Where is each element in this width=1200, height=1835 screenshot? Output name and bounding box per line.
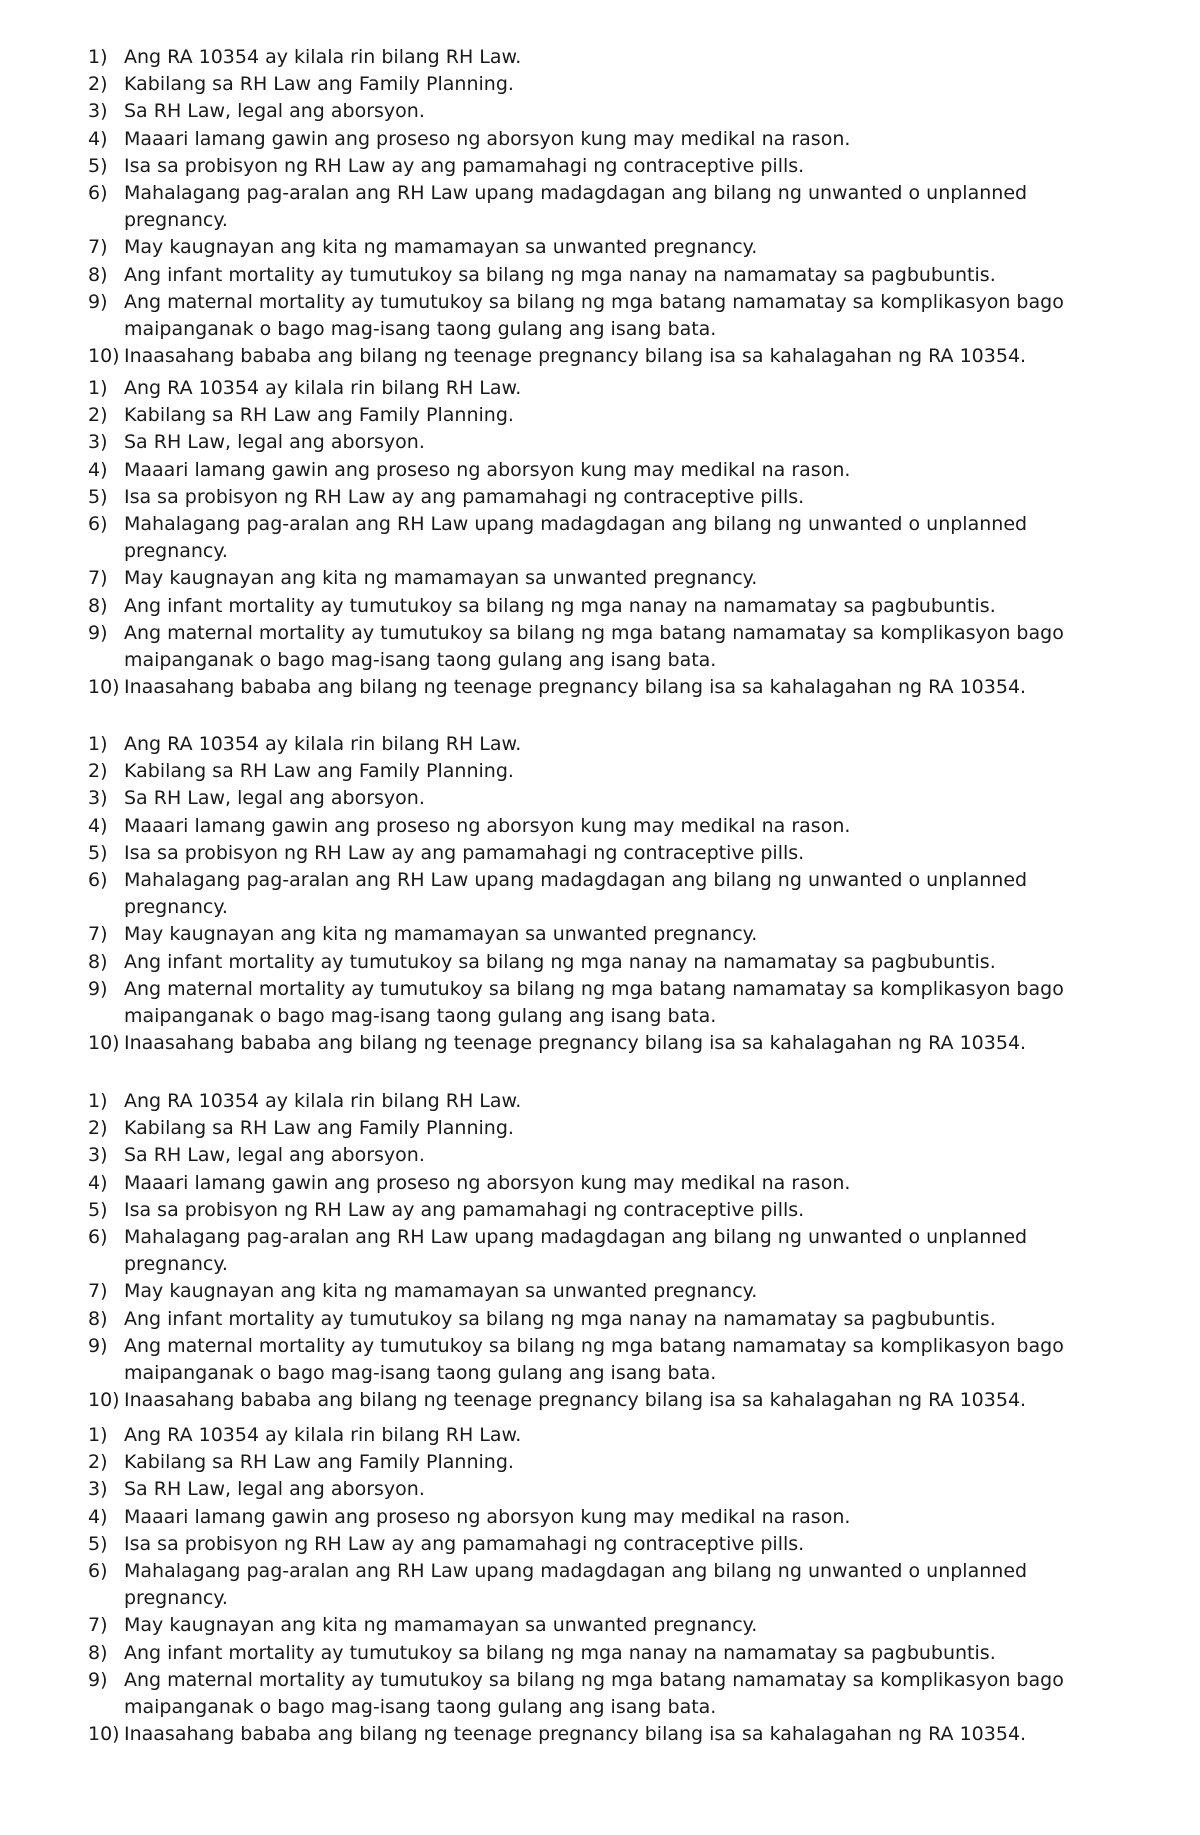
item-number: 6): [88, 1226, 108, 1249]
list-item: [88, 758, 1148, 785]
item-number: 5): [88, 1532, 108, 1555]
statement-list-1: [88, 44, 1148, 370]
list-item: [88, 976, 1148, 1030]
item-text: Inaasahang bababa ang bilang ng teenage pregnancy bilang isa sa kahalagahan ng RA 10354.: [124, 676, 1027, 699]
statement-list-2: [88, 375, 1148, 701]
item-number: 7): [88, 1280, 108, 1303]
item-text: Kabilang sa RH Law ang Family Planning.: [124, 760, 514, 783]
item-text: Kabilang sa RH Law ang Family Planning.: [124, 1451, 514, 1474]
list-item: [88, 126, 1148, 153]
list-item: [88, 44, 1148, 71]
item-text: Isa sa probisyon ng RH Law ay ang pamamahagi ng contraceptive pills.: [124, 485, 805, 508]
item-number: 9): [88, 621, 108, 644]
statement-list-3: [88, 731, 1148, 1057]
list-item: [88, 1142, 1148, 1169]
list-item: [88, 1306, 1148, 1333]
statement-list-5: [88, 1422, 1148, 1748]
item-text: Isa sa probisyon ng RH Law ay ang pamamahagi ng contraceptive pills.: [124, 841, 805, 864]
list-item: [88, 813, 1148, 840]
item-number: 10): [88, 1032, 120, 1055]
item-number: 2): [88, 404, 108, 427]
item-text: Ang infant mortality ay tumutukoy sa bilang ng mga nanay na namamatay sa pagbubuntis.: [124, 1307, 996, 1330]
item-number: 10): [88, 1389, 120, 1412]
item-text: Mahalagang pag-aralan ang RH Law upang madagdagan ang bilang ng unwanted o unplanned pregnancy.: [124, 513, 1028, 563]
list-item: [88, 1504, 1148, 1531]
item-number: 7): [88, 567, 108, 590]
item-number: 9): [88, 290, 108, 313]
item-text: Kabilang sa RH Law ang Family Planning.: [124, 73, 514, 96]
list-item: [88, 867, 1148, 921]
list-item: [88, 1558, 1148, 1612]
item-number: 2): [88, 1117, 108, 1140]
list-item: [88, 1721, 1148, 1748]
item-text: Mahalagang pag-aralan ang RH Law upang madagdagan ang bilang ng unwanted o unplanned pregnancy.: [124, 1226, 1028, 1276]
item-number: 1): [88, 1090, 108, 1112]
list-item: [88, 429, 1148, 456]
item-number: 3): [88, 787, 108, 810]
list-item: [88, 1197, 1148, 1224]
item-text: Ang maternal mortality ay tumutukoy sa bilang ng mga batang namamatay sa komplikasyon bago maipanganak o bago mag-isang taong gulang ang isang bata.: [124, 1668, 1064, 1719]
item-number: 1): [88, 1424, 108, 1446]
list-item: [88, 1278, 1148, 1305]
list-item: [88, 1170, 1148, 1197]
item-number: 6): [88, 182, 108, 205]
list-item: [88, 289, 1148, 343]
item-text: Mahalagang pag-aralan ang RH Law upang madagdagan ang bilang ng unwanted o unplanned pregnancy.: [124, 869, 1028, 919]
item-number: 1): [88, 377, 108, 399]
item-number: 2): [88, 1451, 108, 1474]
item-number: 3): [88, 1144, 108, 1167]
item-number: 4): [88, 1171, 108, 1194]
list-item: [88, 98, 1148, 125]
item-number: 9): [88, 977, 108, 1000]
item-number: 5): [88, 1198, 108, 1221]
item-text: Ang RA 10354 ay kilala rin bilang RH Law.: [124, 377, 522, 399]
item-text: Ang RA 10354 ay kilala rin bilang RH Law.: [124, 733, 522, 755]
item-text: Ang RA 10354 ay kilala rin bilang RH Law.: [124, 1424, 522, 1446]
item-text: Mahalagang pag-aralan ang RH Law upang madagdagan ang bilang ng unwanted o unplanned pregnancy.: [124, 1560, 1028, 1610]
list-item: [88, 1115, 1148, 1142]
item-text: Ang maternal mortality ay tumutukoy sa bilang ng mga batang namamatay sa komplikasyon bago maipanganak o bago mag-isang taong gulang ang isang bata.: [124, 290, 1064, 341]
item-text: Ang RA 10354 ay kilala rin bilang RH Law.: [124, 46, 522, 68]
list-item: [88, 1640, 1148, 1667]
item-text: May kaugnayan ang kita ng mamamayan sa unwanted pregnancy.: [124, 1614, 758, 1637]
item-text: Ang infant mortality ay tumutukoy sa bilang ng mga nanay na namamatay sa pagbubuntis.: [124, 263, 996, 286]
item-number: 4): [88, 127, 108, 150]
item-text: May kaugnayan ang kita ng mamamayan sa unwanted pregnancy.: [124, 236, 758, 259]
item-number: 6): [88, 1560, 108, 1583]
list-item: [88, 731, 1148, 758]
item-number: 9): [88, 1668, 108, 1691]
item-text: Ang RA 10354 ay kilala rin bilang RH Law.: [124, 1090, 522, 1112]
item-number: 4): [88, 458, 108, 481]
item-number: 7): [88, 236, 108, 259]
item-number: 8): [88, 950, 108, 973]
item-text: Isa sa probisyon ng RH Law ay ang pamamahagi ng contraceptive pills.: [124, 154, 805, 177]
list-item: [88, 1422, 1148, 1449]
item-number: 10): [88, 676, 120, 699]
item-text: Ang maternal mortality ay tumutukoy sa bilang ng mga batang namamatay sa komplikasyon bago maipanganak o bago mag-isang taong gulang ang isang bata.: [124, 1334, 1064, 1385]
list-item: [88, 1030, 1148, 1057]
item-text: May kaugnayan ang kita ng mamamayan sa unwanted pregnancy.: [124, 1280, 758, 1303]
list-item: [88, 1088, 1148, 1115]
item-text: Kabilang sa RH Law ang Family Planning.: [124, 1117, 514, 1140]
item-text: Kabilang sa RH Law ang Family Planning.: [124, 404, 514, 427]
item-number: 5): [88, 154, 108, 177]
item-number: 1): [88, 46, 108, 68]
item-number: 8): [88, 263, 108, 286]
item-text: Ang infant mortality ay tumutukoy sa bilang ng mga nanay na namamatay sa pagbubuntis.: [124, 950, 996, 973]
list-item: [88, 785, 1148, 812]
item-number: 10): [88, 1723, 120, 1746]
item-number: 3): [88, 100, 108, 123]
item-text: Maaari lamang gawin ang proseso ng aborsyon kung may medikal na rason.: [124, 127, 851, 150]
item-text: May kaugnayan ang kita ng mamamayan sa unwanted pregnancy.: [124, 923, 758, 946]
item-text: Ang infant mortality ay tumutukoy sa bilang ng mga nanay na namamatay sa pagbubuntis.: [124, 594, 996, 617]
item-text: Mahalagang pag-aralan ang RH Law upang madagdagan ang bilang ng unwanted o unplanned pregnancy.: [124, 182, 1028, 232]
item-number: 8): [88, 1641, 108, 1664]
item-text: Ang infant mortality ay tumutukoy sa bilang ng mga nanay na namamatay sa pagbubuntis.: [124, 1641, 996, 1664]
item-number: 10): [88, 345, 120, 368]
item-text: Isa sa probisyon ng RH Law ay ang pamamahagi ng contraceptive pills.: [124, 1198, 805, 1221]
list-item: [88, 674, 1148, 701]
statement-list-4: [88, 1088, 1148, 1414]
item-number: 3): [88, 1478, 108, 1501]
list-item: [88, 484, 1148, 511]
item-number: 4): [88, 814, 108, 837]
list-item: [88, 375, 1148, 402]
item-text: Sa RH Law, legal ang aborsyon.: [124, 100, 425, 123]
list-item: [88, 402, 1148, 429]
list-item: [88, 343, 1148, 370]
item-number: 7): [88, 923, 108, 946]
list-item: [88, 949, 1148, 976]
item-number: 4): [88, 1505, 108, 1528]
item-text: Inaasahang bababa ang bilang ng teenage pregnancy bilang isa sa kahalagahan ng RA 10354.: [124, 1032, 1027, 1055]
list-item: [88, 620, 1148, 674]
item-number: 8): [88, 1307, 108, 1330]
item-number: 6): [88, 513, 108, 536]
item-number: 8): [88, 594, 108, 617]
item-text: Maaari lamang gawin ang proseso ng aborsyon kung may medikal na rason.: [124, 814, 851, 837]
list-item: [88, 1333, 1148, 1387]
list-item: [88, 565, 1148, 592]
item-number: 5): [88, 485, 108, 508]
list-item: [88, 593, 1148, 620]
item-text: Inaasahang bababa ang bilang ng teenage pregnancy bilang isa sa kahalagahan ng RA 10354.: [124, 1723, 1027, 1746]
item-text: Sa RH Law, legal ang aborsyon.: [124, 1144, 425, 1167]
item-text: May kaugnayan ang kita ng mamamayan sa unwanted pregnancy.: [124, 567, 758, 590]
item-number: 7): [88, 1614, 108, 1637]
item-text: Maaari lamang gawin ang proseso ng aborsyon kung may medikal na rason.: [124, 1171, 851, 1194]
item-number: 2): [88, 73, 108, 96]
item-number: 5): [88, 841, 108, 864]
list-item: [88, 1476, 1148, 1503]
item-number: 6): [88, 869, 108, 892]
list-item: [88, 1387, 1148, 1414]
list-item: [88, 840, 1148, 867]
list-item: [88, 1224, 1148, 1278]
list-item: [88, 1531, 1148, 1558]
list-item: [88, 1612, 1148, 1639]
item-text: Maaari lamang gawin ang proseso ng aborsyon kung may medikal na rason.: [124, 458, 851, 481]
list-item: [88, 1667, 1148, 1721]
item-number: 2): [88, 760, 108, 783]
list-item: [88, 1449, 1148, 1476]
list-item: [88, 180, 1148, 234]
list-item: [88, 511, 1148, 565]
list-item: [88, 921, 1148, 948]
item-text: Sa RH Law, legal ang aborsyon.: [124, 787, 425, 810]
item-number: 9): [88, 1334, 108, 1357]
item-text: Ang maternal mortality ay tumutukoy sa bilang ng mga batang namamatay sa komplikasyon bago maipanganak o bago mag-isang taong gulang ang isang bata.: [124, 621, 1064, 672]
item-text: Inaasahang bababa ang bilang ng teenage pregnancy bilang isa sa kahalagahan ng RA 10354.: [124, 1389, 1027, 1412]
item-text: Isa sa probisyon ng RH Law ay ang pamamahagi ng contraceptive pills.: [124, 1532, 805, 1555]
item-text: Maaari lamang gawin ang proseso ng aborsyon kung may medikal na rason.: [124, 1505, 851, 1528]
item-number: 1): [88, 733, 108, 755]
list-item: [88, 71, 1148, 98]
item-number: 3): [88, 431, 108, 454]
item-text: Sa RH Law, legal ang aborsyon.: [124, 1478, 425, 1501]
item-text: Ang maternal mortality ay tumutukoy sa bilang ng mga batang namamatay sa komplikasyon bago maipanganak o bago mag-isang taong gulang ang isang bata.: [124, 977, 1064, 1028]
item-text: Inaasahang bababa ang bilang ng teenage pregnancy bilang isa sa kahalagahan ng RA 10354.: [124, 345, 1027, 368]
list-item: [88, 234, 1148, 261]
list-item: [88, 457, 1148, 484]
list-item: [88, 153, 1148, 180]
item-text: Sa RH Law, legal ang aborsyon.: [124, 431, 425, 454]
list-item: [88, 262, 1148, 289]
